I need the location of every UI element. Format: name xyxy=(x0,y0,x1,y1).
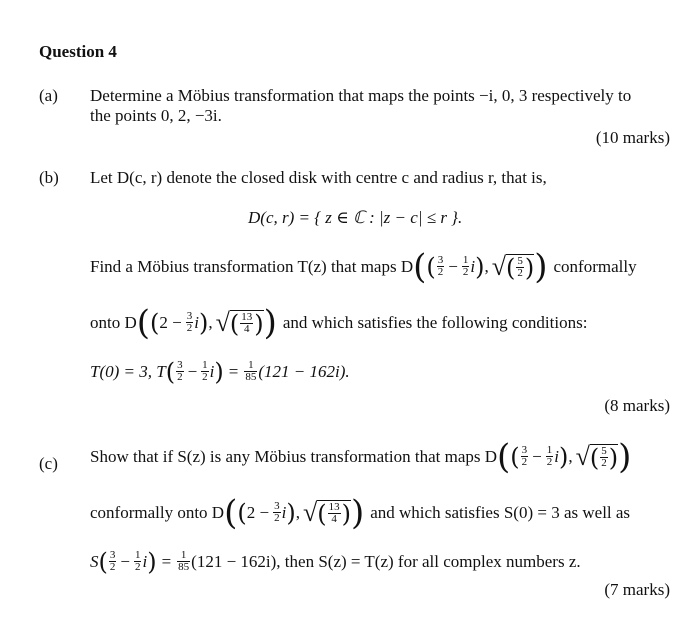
part-c-line2: conformally onto D ( ( 2 − $\frac{3}{2}$ i ) , √ ( $\frac{13}{4}$ ) ) and which satisfies S(0) = 3 as well as xyxy=(90,492,631,533)
part-b-marks: (8 marks) xyxy=(604,396,670,415)
square-root: √ ( $\frac{5}{2}$ ) xyxy=(491,251,535,282)
part-c-line3: S ( $\frac{3}{2}$ − $\frac{1}{2}$ i ) = $\frac{1}{85}$ (121 − 162i), then S(z) = T(z) for all complex numbers z. xyxy=(90,547,581,576)
part-a-label: (a) xyxy=(39,86,58,105)
find-prefix: Find a Möbius transformation T(z) that maps D xyxy=(90,256,414,276)
open-paren-inner: ( xyxy=(426,252,436,281)
close-paren-inner: ) xyxy=(475,252,485,281)
part-c-label: (c) xyxy=(39,454,58,473)
find-line: Find a Möbius transformation T(z) that maps D ( ( $\frac{3}{2}$ − $\frac{1}{2}$ i ) , √ ( $\frac{5}{2}$ ) ) conformally xyxy=(90,246,637,287)
part-a-marks: (10 marks) xyxy=(595,128,670,147)
find-suffix: conformally xyxy=(553,256,637,276)
question-title: Question 4 xyxy=(39,42,117,61)
condition-line: T(0) = 3, T ( $\frac{3}{2}$ − $\frac{1}{2}$ i ) = $\frac{1}{85}$ (121 − 162i). xyxy=(90,357,350,386)
fraction: $\frac{3}{2}$ xyxy=(186,310,193,334)
part-a-line2: the points 0, 2, −3i. xyxy=(90,106,222,125)
close-paren: ) xyxy=(534,246,548,287)
square-root: √ ( $\frac{13}{4}$ ) xyxy=(215,307,264,338)
part-b-label: (b) xyxy=(39,168,59,187)
fraction: $\frac{3}{2}$ xyxy=(437,254,444,278)
part-a-line1: Determine a Möbius transformation that maps the points −i, 0, 3 respectively to xyxy=(90,86,632,105)
open-paren: ( xyxy=(413,246,427,287)
disk-definition: D(c, r) = { z ∈ ℂ : |z − c| ≤ r }. xyxy=(248,208,463,227)
part-c-marks: (7 marks) xyxy=(604,580,670,599)
onto-prefix: onto D xyxy=(90,312,137,332)
onto-line: onto D ( ( 2 − $\frac{3}{2}$ i ) , √ ( $\frac{13}{4}$ ) ) and which satisfies the following conditions: xyxy=(90,302,588,343)
part-b-intro: Let D(c, r) denote the closed disk with centre c and radius r, that is, xyxy=(90,168,547,187)
onto-suffix: and which satisfies the following conditions: xyxy=(282,312,588,332)
part-c-line1: Show that if S(z) is any Möbius transformation that maps D ( ( $\frac{3}{2}$ − $\frac{1}{2}$ i ) , √ ( $\frac{5}{2}$ ) ) xyxy=(90,436,632,477)
fraction: $\frac{1}{2}$ xyxy=(462,254,469,278)
